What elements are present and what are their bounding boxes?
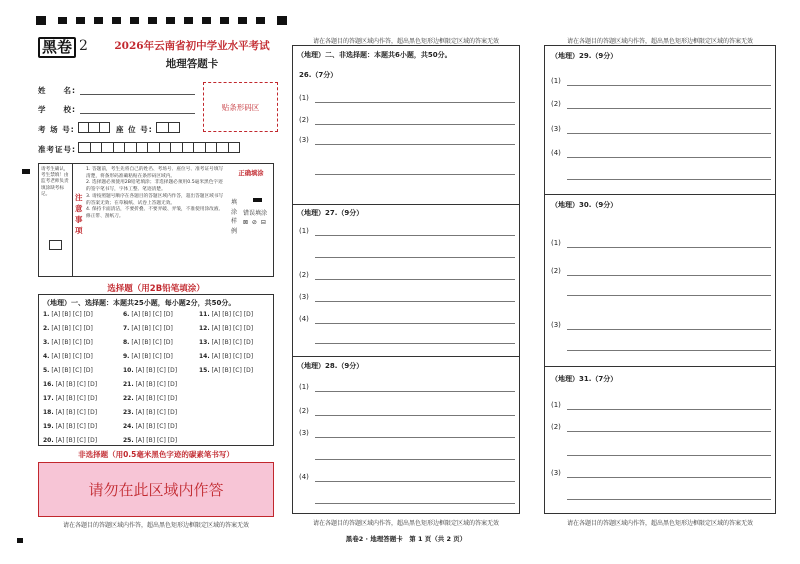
- notice-box: [38, 163, 274, 277]
- answer-line[interactable]: [315, 481, 515, 482]
- notice-rule: 2. 选择题必须使用2B铅笔填涂；非选择题必须用0.5毫米黑色字迹的签字笔书写，字体工整、笔迹清楚。: [86, 180, 223, 193]
- answer-line[interactable]: [567, 409, 771, 410]
- question-number: 23.: [123, 409, 134, 416]
- choice-question-22[interactable]: [123, 395, 177, 402]
- card-title: 地理答题卡: [165, 58, 219, 70]
- question-number: 10.: [123, 367, 134, 374]
- timing-mark: [58, 17, 67, 24]
- choice-options[interactable]: [A] [B] [C] [D]: [55, 381, 98, 388]
- answer-line[interactable]: [567, 275, 771, 276]
- question-number: 2.: [43, 325, 50, 332]
- choice-question-21[interactable]: [123, 381, 177, 388]
- timing-mark: [166, 17, 175, 24]
- question-number: 13.: [199, 339, 210, 346]
- seat-label: 座 位 号:: [116, 125, 153, 134]
- choice-options[interactable]: [A] [B] [C] [D]: [55, 409, 98, 416]
- choice-question-23[interactable]: [123, 409, 177, 416]
- admission-number-boxes[interactable]: [78, 142, 240, 153]
- answer-line[interactable]: [567, 350, 771, 351]
- answer-line[interactable]: [567, 499, 771, 500]
- answer-line[interactable]: [567, 108, 771, 109]
- notice-rule: 4. 保持卡面清洁，不要折叠、不要弄破、弄皱，不准使用涂改液、修正带、刮纸刀。: [86, 207, 224, 219]
- fill-example-label: 填涂样例: [231, 199, 238, 235]
- absent-instruction: 请考生确认，考生禁填！由监考老师负责填涂缺考标记。: [41, 167, 69, 197]
- question-number: 5.: [43, 367, 50, 374]
- question-number: 9.: [123, 353, 130, 360]
- warning-text: 请在各题目的答题区域内作答，超出黑色矩形边框限定区域的答案无效: [312, 38, 499, 45]
- q28-title: （地理）28.（9分）: [297, 362, 364, 370]
- choice-question-18[interactable]: [43, 409, 97, 416]
- choice-box: [38, 294, 274, 446]
- q30-sub3: (3): [551, 321, 561, 329]
- question-number: 21.: [123, 381, 134, 388]
- question-number: 14.: [199, 353, 210, 360]
- timing-mark: [256, 17, 265, 24]
- answer-line[interactable]: [315, 415, 515, 416]
- answer-line[interactable]: [567, 133, 771, 134]
- warning-text: 请在各题目的答题区域内作答，超出黑色矩形边框限定区域的答案无效: [312, 520, 499, 527]
- q31-block: [545, 366, 775, 514]
- correct-fill-sample: [253, 198, 262, 202]
- question-number: 25.: [123, 437, 134, 444]
- choice-options[interactable]: [A] [B] [C] [D]: [55, 437, 98, 444]
- timing-mark: [220, 17, 229, 24]
- answer-panel-2: [292, 45, 520, 514]
- answer-line[interactable]: [567, 295, 771, 296]
- timing-mark: [36, 16, 46, 25]
- notice-rule: 3. 请按照题号顺序在各题目的答题区域内作答，超出答题区域书写的答案无效；在草稿纸、试卷上答题无效。: [86, 193, 224, 206]
- exam-title: 2026年云南省初中学业水平考试: [114, 40, 270, 52]
- choice-options[interactable]: [A] [B] [C] [D]: [211, 311, 254, 318]
- seat-boxes[interactable]: [156, 122, 180, 133]
- name-field[interactable]: [80, 94, 195, 95]
- q30-sub2: (2): [551, 267, 561, 275]
- choice-options[interactable]: [A] [B] [C] [D]: [135, 367, 178, 374]
- choice-question-9[interactable]: [123, 353, 173, 360]
- question-number: 16.: [43, 381, 54, 388]
- choice-options[interactable]: [A] [B] [C] [D]: [135, 381, 178, 388]
- question-number: 4.: [43, 353, 50, 360]
- q26-sub2: (2): [299, 116, 309, 124]
- choice-question-14[interactable]: [199, 353, 253, 360]
- nonchoice-section-title: 非选择题（用0.5毫米黑色字迹的碳素笔书写）: [78, 450, 234, 459]
- timing-mark: [277, 16, 287, 25]
- timing-mark: [202, 17, 211, 24]
- choice-question-20[interactable]: [43, 437, 97, 444]
- answer-line[interactable]: [315, 503, 515, 504]
- question-number: 6.: [123, 311, 130, 318]
- answer-line[interactable]: [315, 235, 515, 236]
- choice-options[interactable]: [A] [B] [C] [D]: [211, 339, 254, 346]
- choice-options[interactable]: [A] [B] [C] [D]: [51, 339, 93, 346]
- choice-options[interactable]: [A] [B] [C] [D]: [211, 353, 254, 360]
- name-label: 姓 名:: [38, 86, 76, 95]
- question-number: 1.: [43, 311, 50, 318]
- choice-question-1[interactable]: [43, 311, 93, 318]
- q27-sub3: (3): [299, 293, 309, 301]
- side-mark: [17, 538, 23, 543]
- q26-sub3: (3): [299, 136, 309, 144]
- choice-options[interactable]: [A] [B] [C] [D]: [211, 367, 254, 374]
- choice-options[interactable]: [A] [B] [C] [D]: [51, 311, 93, 318]
- question-number: 22.: [123, 395, 134, 402]
- answer-line[interactable]: [315, 102, 515, 103]
- no-answer-zone: 请勿在此区域内作答: [38, 462, 274, 517]
- q27-sub1: (1): [299, 227, 309, 235]
- choice-question-25[interactable]: [123, 437, 177, 444]
- answer-line[interactable]: [567, 477, 771, 478]
- q26-title: 26.（7分）: [299, 71, 338, 79]
- choice-question-5[interactable]: [43, 367, 93, 374]
- choice-question-24[interactable]: [123, 423, 177, 430]
- answer-line[interactable]: [315, 391, 515, 392]
- correct-fill-title: 正确填涂: [238, 170, 264, 177]
- section2-header: （地理）二、非选择题：本题共6小题，共50分。: [297, 51, 452, 59]
- q29-sub3: (3): [551, 125, 561, 133]
- notice-rules: [86, 167, 226, 221]
- question-number: 17.: [43, 395, 54, 402]
- side-mark: [22, 169, 30, 174]
- notice-rule: 1. 答题前，考生先将自己的姓名、考场号、座位号、准考证号填写清楚，将条形码准确粘贴在条形码区域内。: [86, 167, 224, 179]
- timing-mark: [184, 17, 193, 24]
- q31-sub3: (3): [551, 469, 561, 477]
- exam-room-label: 考 场 号:: [38, 125, 75, 134]
- q28-sub3: (3): [299, 429, 309, 437]
- choice-options[interactable]: [A] [B] [C] [D]: [135, 395, 178, 402]
- warning-text: 请在各题目的答题区域内作答，超出黑色矩形边框限定区域的答案无效: [566, 520, 753, 527]
- q28-sub4: (4): [299, 473, 309, 481]
- question-number: 12.: [199, 325, 210, 332]
- answer-line[interactable]: [315, 459, 515, 460]
- answer-line[interactable]: [315, 174, 515, 175]
- logo: [38, 37, 98, 59]
- answer-panel-3: [544, 45, 776, 514]
- choice-question-16[interactable]: [43, 381, 97, 388]
- q30-block: [545, 194, 775, 366]
- barcode-area: 贴条形码区: [203, 82, 278, 132]
- answer-line[interactable]: [315, 323, 515, 324]
- choice-question-3[interactable]: [43, 339, 93, 346]
- choice-question-17[interactable]: [43, 395, 97, 402]
- choice-question-15[interactable]: [199, 367, 253, 374]
- question-number: 11.: [199, 311, 210, 318]
- choice-options[interactable]: [A] [B] [C] [D]: [55, 395, 98, 402]
- choice-question-11[interactable]: [199, 311, 253, 318]
- exam-room-boxes[interactable]: [78, 122, 110, 133]
- choice-options[interactable]: [A] [B] [C] [D]: [51, 325, 93, 332]
- choice-question-19[interactable]: [43, 423, 97, 430]
- logo-number: 2: [79, 38, 88, 54]
- warning-text: 请在各题目的答题区域内作答，超出黑色矩形边框限定区域的答案无效: [62, 522, 249, 529]
- page-footer: 黑卷2 · 地理答题卡 第 1 页（共 2 页）: [345, 535, 467, 543]
- choice-question-4[interactable]: [43, 353, 93, 360]
- q27-sub2: (2): [299, 271, 309, 279]
- q28-block: [293, 356, 519, 514]
- q26-sub1: (1): [299, 94, 309, 102]
- question-number: 19.: [43, 423, 54, 430]
- absent-mark-area: [39, 164, 73, 276]
- logo-text: 黑卷: [38, 37, 76, 58]
- absent-checkbox[interactable]: [49, 240, 62, 250]
- choice-question-13[interactable]: [199, 339, 253, 346]
- question-number: 24.: [123, 423, 134, 430]
- timing-mark: [112, 17, 121, 24]
- choice-question-8[interactable]: [123, 339, 173, 346]
- warning-text: 请在各题目的答题区域内作答，超出黑色矩形边框限定区域的答案无效: [566, 38, 753, 45]
- notice-label: 注意事项: [75, 193, 83, 235]
- choice-options[interactable]: [A] [B] [C] [D]: [55, 423, 98, 430]
- q29-sub4: (4): [551, 149, 561, 157]
- choice-header: （地理）一、选择题：本题共25小题，每小题2分，共50分。: [43, 299, 236, 307]
- choice-options[interactable]: [A] [B] [C] [D]: [135, 437, 178, 444]
- answer-line[interactable]: [315, 343, 515, 344]
- q27-sub4: (4): [299, 315, 309, 323]
- choice-options[interactable]: [A] [B] [C] [D]: [131, 339, 173, 346]
- q31-title: （地理）31.（7分）: [551, 375, 618, 383]
- answer-line[interactable]: [567, 455, 771, 456]
- answer-line[interactable]: [567, 157, 771, 158]
- admission-label: 准考证号:: [38, 145, 76, 154]
- answer-line[interactable]: [315, 144, 515, 145]
- choice-question-12[interactable]: [199, 325, 253, 332]
- answer-line[interactable]: [567, 179, 771, 180]
- choice-options[interactable]: [A] [B] [C] [D]: [135, 409, 178, 416]
- question-number: 8.: [123, 339, 130, 346]
- answer-line[interactable]: [567, 85, 771, 86]
- answer-line[interactable]: [315, 301, 515, 302]
- choice-options[interactable]: [A] [B] [C] [D]: [51, 353, 93, 360]
- answer-line[interactable]: [315, 124, 515, 125]
- timing-mark: [130, 17, 139, 24]
- answer-line[interactable]: [567, 329, 771, 330]
- q31-sub2: (2): [551, 423, 561, 431]
- timing-mark: [94, 17, 103, 24]
- q28-sub1: (1): [299, 383, 309, 391]
- choice-question-2[interactable]: [43, 325, 93, 332]
- q28-sub2: (2): [299, 407, 309, 415]
- question-number: 3.: [43, 339, 50, 346]
- q30-sub1: (1): [551, 239, 561, 247]
- choice-options[interactable]: [A] [B] [C] [D]: [135, 423, 178, 430]
- school-field[interactable]: [80, 113, 195, 114]
- answer-line[interactable]: [567, 431, 771, 432]
- choice-section-title: 选择题（用2B铅笔填涂）: [107, 284, 205, 294]
- choice-options[interactable]: [A] [B] [C] [D]: [131, 311, 173, 318]
- choice-question-7[interactable]: [123, 325, 173, 332]
- question-number: 18.: [43, 409, 54, 416]
- answer-line[interactable]: [315, 437, 515, 438]
- wrong-fill-title: 错误填涂: [243, 210, 268, 217]
- answer-line[interactable]: [567, 247, 771, 248]
- timing-mark: [76, 17, 85, 24]
- choice-options[interactable]: [A] [B] [C] [D]: [51, 367, 93, 374]
- q30-title: （地理）30.（9分）: [551, 201, 618, 209]
- question-number: 15.: [199, 367, 210, 374]
- choice-options[interactable]: [A] [B] [C] [D]: [131, 353, 173, 360]
- choice-question-10[interactable]: [123, 367, 177, 374]
- q27-title: （地理）27.（9分）: [297, 209, 364, 217]
- q27-block: [293, 204, 519, 356]
- choice-options[interactable]: [A] [B] [C] [D]: [131, 325, 173, 332]
- q31-sub1: (1): [551, 401, 561, 409]
- q29-sub2: (2): [551, 100, 561, 108]
- choice-question-6[interactable]: [123, 311, 173, 318]
- answer-line[interactable]: [315, 279, 515, 280]
- timing-mark: [238, 17, 247, 24]
- question-number: 7.: [123, 325, 130, 332]
- answer-line[interactable]: [315, 257, 515, 258]
- q29-title: （地理）29.（9分）: [551, 52, 618, 60]
- school-label: 学 校:: [38, 105, 76, 114]
- wrong-fill-samples: ⊠ ⊘ ⊟: [243, 219, 267, 226]
- choice-options[interactable]: [A] [B] [C] [D]: [211, 325, 254, 332]
- question-number: 20.: [43, 437, 54, 444]
- q29-sub1: (1): [551, 77, 561, 85]
- timing-mark: [148, 17, 157, 24]
